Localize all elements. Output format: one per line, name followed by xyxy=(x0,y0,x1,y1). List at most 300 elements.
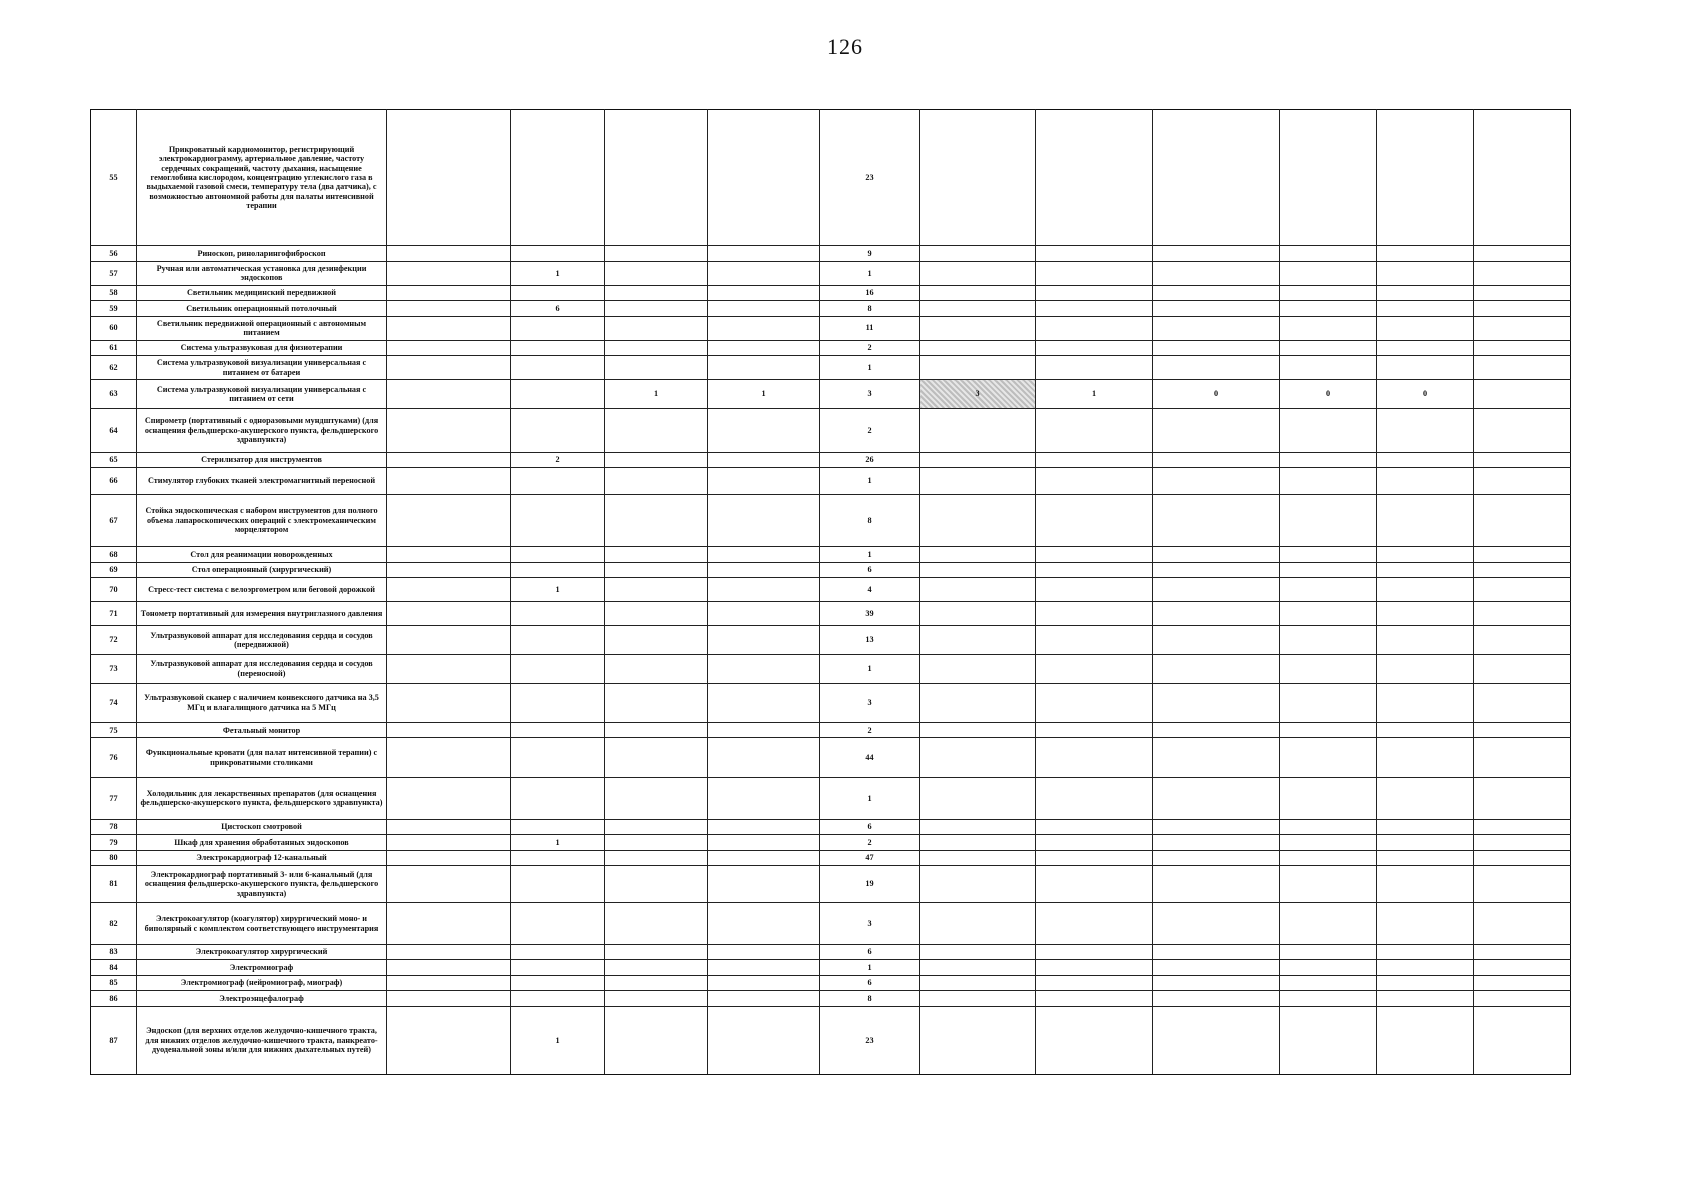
equipment-name-cell: Система ультразвуковая для физиотерапии xyxy=(137,340,387,355)
col-5-cell: 6 xyxy=(820,819,920,834)
table-row xyxy=(91,1006,1571,1074)
col-9-cell xyxy=(1280,626,1377,655)
col-9-cell xyxy=(1280,285,1377,300)
col-10-cell xyxy=(1377,835,1474,850)
col-6-cell xyxy=(920,819,1036,834)
col-8-cell xyxy=(1153,819,1280,834)
col-11-cell xyxy=(1474,494,1571,547)
col-6-cell xyxy=(920,340,1036,355)
col-10-cell xyxy=(1377,819,1474,834)
col-5-cell: 1 xyxy=(820,356,920,380)
col-8-cell xyxy=(1153,547,1280,562)
col-9-cell xyxy=(1280,960,1377,975)
col-2-cell: 1 xyxy=(511,578,605,602)
row-number-cell: 82 xyxy=(91,903,137,945)
col-4-cell xyxy=(708,340,820,355)
col-9-cell: 0 xyxy=(1280,380,1377,409)
col-1-cell xyxy=(387,562,511,577)
col-2-cell xyxy=(511,819,605,834)
col-10-cell xyxy=(1377,408,1474,452)
col-6-cell xyxy=(920,285,1036,300)
col-2-cell xyxy=(511,850,605,865)
col-6-cell xyxy=(920,562,1036,577)
col-4-cell xyxy=(708,975,820,990)
col-10-cell xyxy=(1377,850,1474,865)
col-3-cell xyxy=(605,945,708,960)
table-row xyxy=(91,547,1571,562)
col-8-cell xyxy=(1153,602,1280,626)
col-3-cell xyxy=(605,683,708,723)
table-row xyxy=(91,945,1571,960)
col-4-cell xyxy=(708,1006,820,1074)
col-10-cell xyxy=(1377,562,1474,577)
col-1-cell xyxy=(387,991,511,1006)
row-number-cell: 60 xyxy=(91,316,137,340)
col-1-cell xyxy=(387,683,511,723)
col-3-cell xyxy=(605,340,708,355)
row-number-cell: 78 xyxy=(91,819,137,834)
table-row xyxy=(91,562,1571,577)
col-8-cell xyxy=(1153,991,1280,1006)
table-row xyxy=(91,578,1571,602)
col-5-cell: 2 xyxy=(820,835,920,850)
col-8-cell xyxy=(1153,835,1280,850)
col-5-cell: 8 xyxy=(820,991,920,1006)
table-row xyxy=(91,960,1571,975)
row-number-cell: 75 xyxy=(91,723,137,738)
col-6-cell xyxy=(920,246,1036,261)
col-11-cell xyxy=(1474,356,1571,380)
col-7-cell xyxy=(1036,494,1153,547)
col-9-cell xyxy=(1280,340,1377,355)
row-number-cell: 83 xyxy=(91,945,137,960)
col-9-cell xyxy=(1280,683,1377,723)
table-row xyxy=(91,850,1571,865)
col-1-cell xyxy=(387,738,511,778)
row-number-cell: 55 xyxy=(91,110,137,246)
col-4-cell xyxy=(708,408,820,452)
col-3-cell xyxy=(605,960,708,975)
equipment-name-cell: Ручная или автоматическая установка для дезинфекции эндоскопов xyxy=(137,261,387,285)
col-11-cell xyxy=(1474,301,1571,316)
col-1-cell xyxy=(387,547,511,562)
col-6-cell xyxy=(920,778,1036,820)
col-11-cell xyxy=(1474,408,1571,452)
col-3-cell xyxy=(605,547,708,562)
table-row xyxy=(91,261,1571,285)
col-5-cell: 39 xyxy=(820,602,920,626)
col-7-cell xyxy=(1036,547,1153,562)
table-row xyxy=(91,468,1571,494)
table-row xyxy=(91,975,1571,990)
col-2-cell xyxy=(511,110,605,246)
col-4-cell xyxy=(708,738,820,778)
col-6-cell xyxy=(920,547,1036,562)
col-9-cell xyxy=(1280,301,1377,316)
col-7-cell xyxy=(1036,246,1153,261)
col-2-cell xyxy=(511,602,605,626)
col-1-cell xyxy=(387,578,511,602)
equipment-name-cell: Холодильник для лекарственных препаратов (для оснащения фельдшерско-акушерского пункта, фельдшерского здравпункта) xyxy=(137,778,387,820)
col-5-cell: 8 xyxy=(820,494,920,547)
table-row xyxy=(91,316,1571,340)
col-3-cell xyxy=(605,261,708,285)
col-11-cell xyxy=(1474,903,1571,945)
col-11-cell xyxy=(1474,819,1571,834)
col-3-cell xyxy=(605,819,708,834)
col-10-cell xyxy=(1377,261,1474,285)
col-10-cell xyxy=(1377,945,1474,960)
col-7-cell xyxy=(1036,778,1153,820)
col-3-cell xyxy=(605,110,708,246)
col-8-cell xyxy=(1153,562,1280,577)
col-6-cell xyxy=(920,738,1036,778)
col-11-cell xyxy=(1474,850,1571,865)
col-8-cell xyxy=(1153,494,1280,547)
col-10-cell xyxy=(1377,340,1474,355)
col-10-cell xyxy=(1377,975,1474,990)
col-1-cell xyxy=(387,452,511,467)
row-number-cell: 87 xyxy=(91,1006,137,1074)
col-1-cell xyxy=(387,626,511,655)
table-row xyxy=(91,301,1571,316)
col-6-cell xyxy=(920,683,1036,723)
col-7-cell xyxy=(1036,819,1153,834)
col-5-cell: 6 xyxy=(820,945,920,960)
col-2-cell: 1 xyxy=(511,261,605,285)
row-number-cell: 56 xyxy=(91,246,137,261)
col-8-cell xyxy=(1153,683,1280,723)
col-10-cell xyxy=(1377,316,1474,340)
table-row xyxy=(91,626,1571,655)
col-6-cell xyxy=(920,356,1036,380)
col-7-cell xyxy=(1036,1006,1153,1074)
col-9-cell xyxy=(1280,835,1377,850)
table-row xyxy=(91,602,1571,626)
row-number-cell: 64 xyxy=(91,408,137,452)
col-2-cell xyxy=(511,408,605,452)
equipment-name-cell: Шкаф для хранения обработанных эндоскопов xyxy=(137,835,387,850)
col-8-cell xyxy=(1153,316,1280,340)
col-7-cell: 1 xyxy=(1036,380,1153,409)
col-11-cell xyxy=(1474,945,1571,960)
col-2-cell xyxy=(511,738,605,778)
equipment-name-cell: Светильник передвижной операционный с автономным питанием xyxy=(137,316,387,340)
col-10-cell xyxy=(1377,626,1474,655)
col-6-cell xyxy=(920,835,1036,850)
col-2-cell xyxy=(511,494,605,547)
col-4-cell xyxy=(708,316,820,340)
col-2-cell: 1 xyxy=(511,1006,605,1074)
col-5-cell: 1 xyxy=(820,261,920,285)
col-6-cell xyxy=(920,1006,1036,1074)
col-6-cell xyxy=(920,468,1036,494)
col-6-cell xyxy=(920,975,1036,990)
col-8-cell xyxy=(1153,261,1280,285)
col-7-cell xyxy=(1036,991,1153,1006)
col-2-cell xyxy=(511,246,605,261)
col-6-cell xyxy=(920,408,1036,452)
col-4-cell xyxy=(708,261,820,285)
col-6-cell xyxy=(920,452,1036,467)
row-number-cell: 84 xyxy=(91,960,137,975)
col-8-cell xyxy=(1153,903,1280,945)
col-10-cell xyxy=(1377,356,1474,380)
col-3-cell xyxy=(605,285,708,300)
col-7-cell xyxy=(1036,408,1153,452)
table-row xyxy=(91,903,1571,945)
col-7-cell xyxy=(1036,562,1153,577)
col-5-cell: 26 xyxy=(820,452,920,467)
col-5-cell: 19 xyxy=(820,865,920,902)
col-1-cell xyxy=(387,246,511,261)
equipment-name-cell: Прикроватный кардиомонитор, регистрирующий электрокардиограмму, артериальное давление, частоту сердечных сокращений, частоту дыхания, насыщение гемоглобина кислородом, концентрацию углекислого газа в выдыхаемой газовой смеси, температуру тела (два датчика), с возможностью автономной работы для палаты интенсивной терапии xyxy=(137,110,387,246)
col-10-cell xyxy=(1377,723,1474,738)
equipment-name-cell: Электрокоагулятор (коагулятор) хирургический моно- и биполярный с комплектом соответствующего инструментария xyxy=(137,903,387,945)
col-9-cell xyxy=(1280,246,1377,261)
col-1-cell xyxy=(387,835,511,850)
col-6-cell xyxy=(920,626,1036,655)
col-11-cell xyxy=(1474,468,1571,494)
col-10-cell xyxy=(1377,960,1474,975)
col-7-cell xyxy=(1036,602,1153,626)
col-7-cell xyxy=(1036,340,1153,355)
row-number-cell: 65 xyxy=(91,452,137,467)
col-11-cell xyxy=(1474,562,1571,577)
col-11-cell xyxy=(1474,975,1571,990)
col-8-cell xyxy=(1153,340,1280,355)
col-6-cell xyxy=(920,602,1036,626)
col-8-cell: 0 xyxy=(1153,380,1280,409)
col-2-cell xyxy=(511,683,605,723)
col-10-cell xyxy=(1377,1006,1474,1074)
col-3-cell xyxy=(605,723,708,738)
row-number-cell: 73 xyxy=(91,654,137,683)
col-10-cell xyxy=(1377,903,1474,945)
col-1-cell xyxy=(387,960,511,975)
col-5-cell: 1 xyxy=(820,654,920,683)
col-11-cell xyxy=(1474,285,1571,300)
col-7-cell xyxy=(1036,683,1153,723)
equipment-name-cell: Стойка эндоскопическая с набором инструментов для полного объема лапароскопических операций с электромеханическим морцелятором xyxy=(137,494,387,547)
table-row xyxy=(91,340,1571,355)
col-5-cell: 6 xyxy=(820,562,920,577)
col-11-cell xyxy=(1474,316,1571,340)
col-6-cell xyxy=(920,903,1036,945)
col-9-cell xyxy=(1280,316,1377,340)
col-11-cell xyxy=(1474,261,1571,285)
col-1-cell xyxy=(387,494,511,547)
col-1-cell xyxy=(387,865,511,902)
row-number-cell: 59 xyxy=(91,301,137,316)
col-6-cell xyxy=(920,865,1036,902)
col-1-cell xyxy=(387,468,511,494)
col-3-cell xyxy=(605,991,708,1006)
col-4-cell xyxy=(708,819,820,834)
col-8-cell xyxy=(1153,850,1280,865)
col-4-cell xyxy=(708,301,820,316)
col-8-cell xyxy=(1153,578,1280,602)
col-3-cell xyxy=(605,865,708,902)
equipment-name-cell: Ультразвуковой аппарат для исследования сердца и сосудов (переносной) xyxy=(137,654,387,683)
row-number-cell: 86 xyxy=(91,991,137,1006)
col-5-cell: 8 xyxy=(820,301,920,316)
col-10-cell xyxy=(1377,654,1474,683)
col-5-cell: 23 xyxy=(820,110,920,246)
col-7-cell xyxy=(1036,975,1153,990)
col-3-cell xyxy=(605,738,708,778)
row-number-cell: 80 xyxy=(91,850,137,865)
table-row xyxy=(91,285,1571,300)
col-5-cell: 11 xyxy=(820,316,920,340)
col-4-cell xyxy=(708,945,820,960)
col-9-cell xyxy=(1280,547,1377,562)
col-4-cell xyxy=(708,494,820,547)
col-5-cell: 44 xyxy=(820,738,920,778)
equipment-name-cell: Светильник медицинский передвижной xyxy=(137,285,387,300)
equipment-name-cell: Стол для реанимации новорожденных xyxy=(137,547,387,562)
col-6-cell xyxy=(920,945,1036,960)
col-11-cell xyxy=(1474,960,1571,975)
row-number-cell: 62 xyxy=(91,356,137,380)
table-row xyxy=(91,778,1571,820)
col-9-cell xyxy=(1280,778,1377,820)
col-7-cell xyxy=(1036,301,1153,316)
col-7-cell xyxy=(1036,850,1153,865)
col-10-cell xyxy=(1377,468,1474,494)
col-4-cell xyxy=(708,246,820,261)
col-9-cell xyxy=(1280,991,1377,1006)
col-9-cell xyxy=(1280,865,1377,902)
col-8-cell xyxy=(1153,738,1280,778)
col-5-cell: 3 xyxy=(820,683,920,723)
col-5-cell: 1 xyxy=(820,468,920,494)
row-number-cell: 57 xyxy=(91,261,137,285)
col-2-cell xyxy=(511,340,605,355)
col-9-cell xyxy=(1280,261,1377,285)
col-8-cell xyxy=(1153,975,1280,990)
col-9-cell xyxy=(1280,468,1377,494)
col-5-cell: 6 xyxy=(820,975,920,990)
col-4-cell xyxy=(708,452,820,467)
col-3-cell xyxy=(605,835,708,850)
row-number-cell: 74 xyxy=(91,683,137,723)
col-9-cell xyxy=(1280,975,1377,990)
col-1-cell xyxy=(387,602,511,626)
table-row xyxy=(91,356,1571,380)
row-number-cell: 76 xyxy=(91,738,137,778)
col-2-cell xyxy=(511,991,605,1006)
col-9-cell xyxy=(1280,738,1377,778)
col-11-cell xyxy=(1474,835,1571,850)
col-5-cell: 47 xyxy=(820,850,920,865)
col-3-cell xyxy=(605,578,708,602)
equipment-name-cell: Функциональные кровати (для палат интенсивной терапии) с прикроватными столиками xyxy=(137,738,387,778)
col-7-cell xyxy=(1036,654,1153,683)
col-4-cell xyxy=(708,602,820,626)
col-11-cell xyxy=(1474,683,1571,723)
col-11-cell xyxy=(1474,547,1571,562)
equipment-name-cell: Спирометр (портативный с одноразовыми мундштуками) (для оснащения фельдшерско-акушерского пункта, фельдшерского здравпункта) xyxy=(137,408,387,452)
col-9-cell xyxy=(1280,903,1377,945)
col-6-cell xyxy=(920,723,1036,738)
col-10-cell xyxy=(1377,285,1474,300)
col-1-cell xyxy=(387,408,511,452)
col-1-cell xyxy=(387,654,511,683)
col-2-cell xyxy=(511,562,605,577)
col-4-cell xyxy=(708,110,820,246)
col-1-cell xyxy=(387,380,511,409)
col-4-cell xyxy=(708,835,820,850)
equipment-name-cell: Цистоскоп смотровой xyxy=(137,819,387,834)
table-row xyxy=(91,991,1571,1006)
row-number-cell: 61 xyxy=(91,340,137,355)
row-number-cell: 63 xyxy=(91,380,137,409)
col-4-cell xyxy=(708,356,820,380)
col-6-cell xyxy=(920,654,1036,683)
col-8-cell xyxy=(1153,110,1280,246)
col-5-cell: 4 xyxy=(820,578,920,602)
col-5-cell: 2 xyxy=(820,408,920,452)
col-3-cell xyxy=(605,562,708,577)
col-2-cell xyxy=(511,945,605,960)
col-6-cell xyxy=(920,850,1036,865)
equipment-name-cell: Система ультразвуковой визуализации универсальная с питанием от сети xyxy=(137,380,387,409)
col-10-cell: 0 xyxy=(1377,380,1474,409)
equipment-name-cell: Светильник операционный потолочный xyxy=(137,301,387,316)
col-9-cell xyxy=(1280,723,1377,738)
col-9-cell xyxy=(1280,356,1377,380)
col-11-cell xyxy=(1474,738,1571,778)
table-row xyxy=(91,738,1571,778)
col-3-cell xyxy=(605,1006,708,1074)
col-5-cell: 9 xyxy=(820,246,920,261)
col-4-cell xyxy=(708,683,820,723)
equipment-name-cell: Ультразвуковой сканер с наличием конвексного датчика на 3,5 МГц и влагалищного датчика на 5 МГц xyxy=(137,683,387,723)
col-11-cell xyxy=(1474,865,1571,902)
col-5-cell: 1 xyxy=(820,778,920,820)
equipment-name-cell: Электрокардиограф портативный 3- или 6-канальный (для оснащения фельдшерско-акушерского пункта, фельдшерского здравпункта) xyxy=(137,865,387,902)
col-4-cell xyxy=(708,991,820,1006)
col-10-cell xyxy=(1377,738,1474,778)
col-4-cell xyxy=(708,285,820,300)
col-6-cell xyxy=(920,301,1036,316)
col-8-cell xyxy=(1153,468,1280,494)
col-1-cell xyxy=(387,340,511,355)
row-number-cell: 70 xyxy=(91,578,137,602)
col-8-cell xyxy=(1153,626,1280,655)
table-row xyxy=(91,835,1571,850)
col-6-cell xyxy=(920,991,1036,1006)
col-8-cell xyxy=(1153,945,1280,960)
col-3-cell xyxy=(605,626,708,655)
col-7-cell xyxy=(1036,626,1153,655)
col-8-cell xyxy=(1153,960,1280,975)
col-3-cell: 1 xyxy=(605,380,708,409)
col-11-cell xyxy=(1474,452,1571,467)
col-2-cell xyxy=(511,723,605,738)
col-1-cell xyxy=(387,778,511,820)
col-11-cell xyxy=(1474,723,1571,738)
col-3-cell xyxy=(605,903,708,945)
col-7-cell xyxy=(1036,110,1153,246)
table-row xyxy=(91,246,1571,261)
col-9-cell xyxy=(1280,850,1377,865)
col-2-cell xyxy=(511,778,605,820)
col-9-cell xyxy=(1280,494,1377,547)
col-6-cell xyxy=(920,960,1036,975)
row-number-cell: 58 xyxy=(91,285,137,300)
